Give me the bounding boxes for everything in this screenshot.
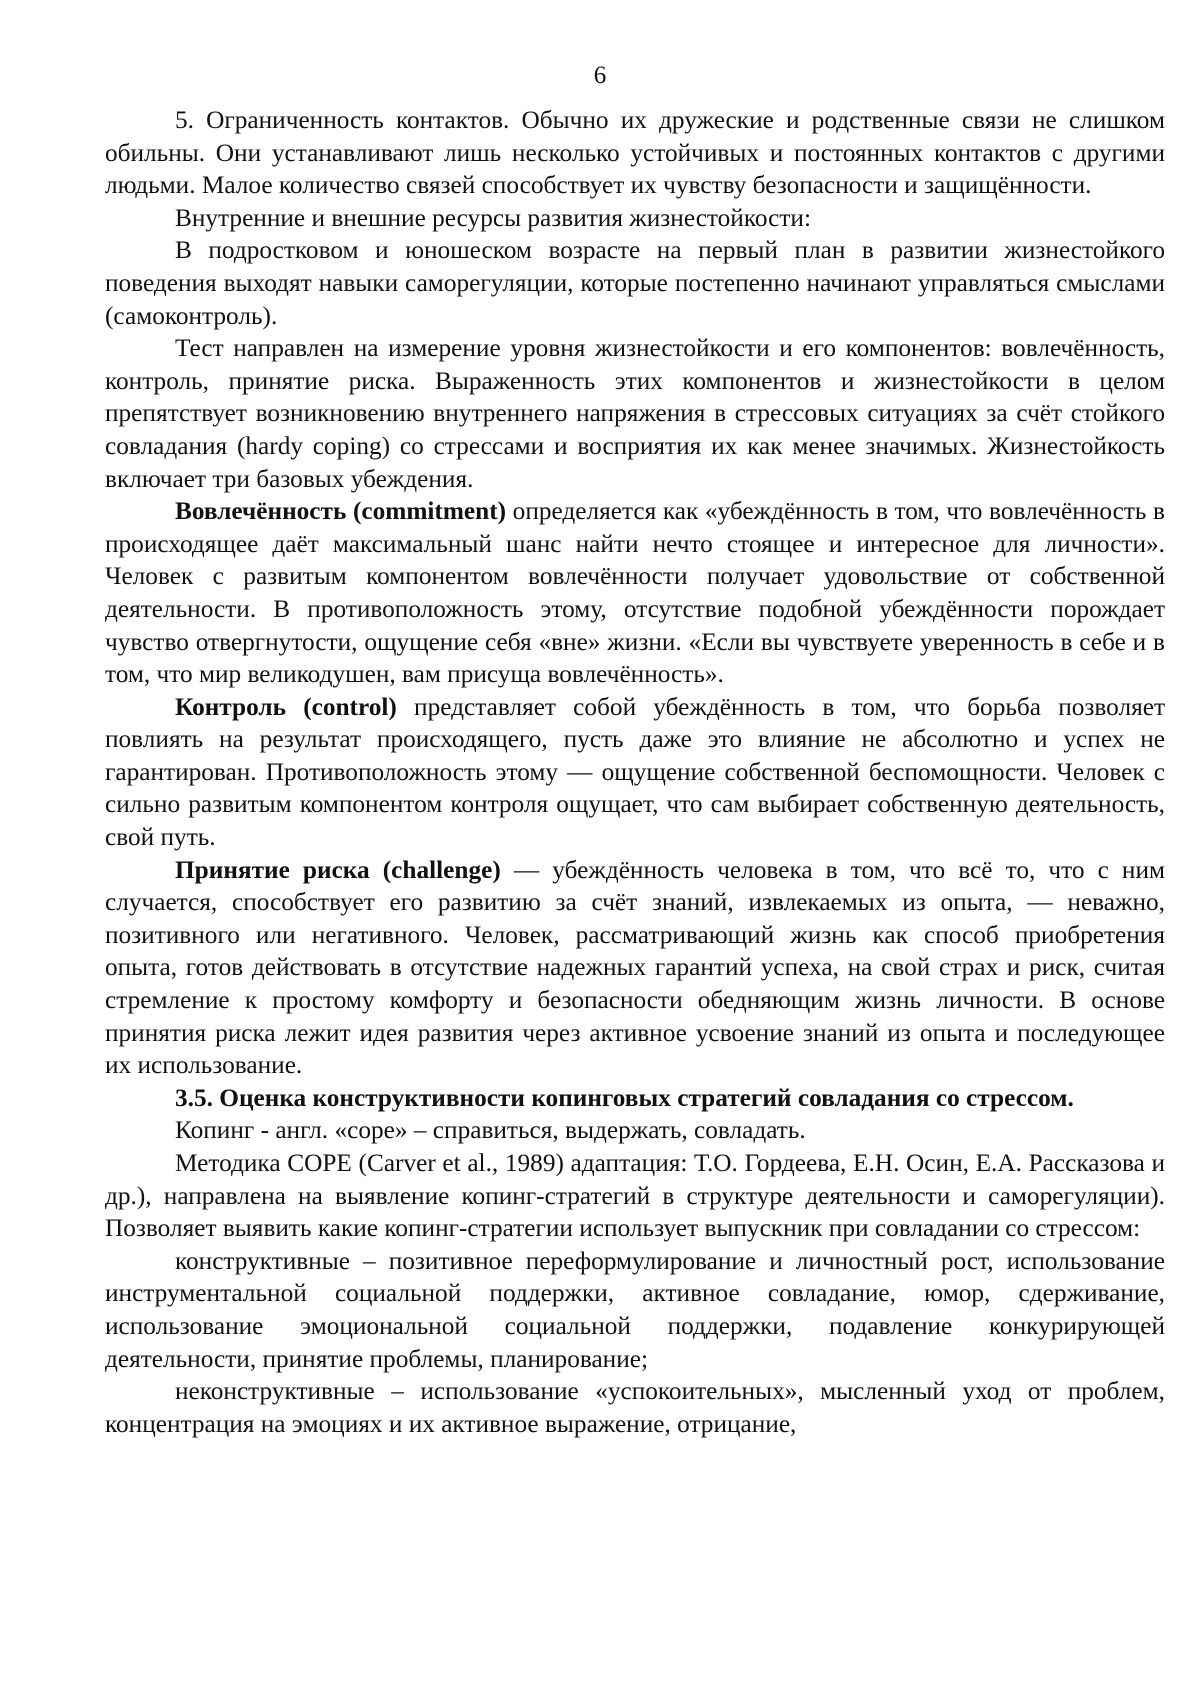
control-text: представляет собой убеждённость в том, что борьба позволяет повлиять на результат происходящего, пусть даже это влияние не абсолютно и успех не гарантирован. Противоположность этому — ощущение собственной беспомощности. Человек с сильно развитым компонентом контроля ощущает, что сам выбирает собственную деятельность, свой путь.	[105, 692, 1165, 852]
paragraph-coping-definition: Копинг - англ. «cope» – справиться, выдержать, совладать.	[175, 1116, 806, 1145]
document-body	[105, 104, 1165, 1440]
paragraph-constructive: конструктивные – позитивное переформулирование и личностный рост, использование инструментальной социальной поддержки, активное совладание, юмор, сдерживание, использование эмоциональной социальной поддержки, подавление конкурирующей деятельности, принятие проблемы, планирование;	[105, 1246, 1165, 1373]
paragraph-cope-method: Методика COPE (Carver et al., 1989) адаптация: Т.О. Гордеева, Е.Н. Осин, Е.А. Рассказова и др.), направлена на выявление копинг-стратегий в структуре деятельности и саморегуляции). Позволяет выявить какие копинг-стратегии использует выпускник при совладании со стрессом:	[105, 1149, 1165, 1243]
paragraph-challenge	[105, 854, 1165, 1082]
paragraph-resources-intro: Внутренние и внешние ресурсы развития жизнестойкости:	[175, 203, 811, 232]
section-heading: 3.5. Оценка конструктивности копинговых стратегий совладания со стрессом.	[175, 1083, 1074, 1112]
term-commitment: Вовлечённость (commitment)	[175, 497, 507, 526]
paragraph-limited-contacts: 5. Ограниченность контактов. Обычно их дружеские и родственные связи не слишком обильны. Они устанавливают лишь несколько устойчивых и постоянных контактов с другими людьми. Малое количество связей способствует их чувству безопасности и защищённости.	[105, 106, 1165, 200]
paragraph-control	[105, 691, 1165, 854]
commitment-text: определяется как «убеждённость в том, что вовлечённость в происходящее даёт максимальный шанс найти нечто стоящее и интересное для личности». Человек с развитым компонентом вовлечённости получает удовольствие от собственной деятельности. В противоположность этому, отсутствие подобной убеждённости порождает чувство отвергнутости, ощущение себя «вне» жизни. «Если вы чувствуете уверенность в себе и в том, что мир великодушен, вам присуща вовлечённость».	[105, 497, 1165, 689]
term-challenge: Принятие риска (challenge)	[175, 855, 501, 884]
paragraph-adolescence: В подростковом и юношеском возрасте на первый план в развитии жизнестойкого поведения выходят навыки саморегуляции, которые постепенно начинают управляться смыслами (самоконтроль).	[105, 236, 1165, 330]
paragraph-nonconstructive: неконструктивные – использование «успокоительных», мысленный уход от проблем, концентрация на эмоциях и их активное выражение, отрицание,	[105, 1377, 1165, 1438]
paragraph-test-description: Тест направлен на измерение уровня жизнестойкости и его компонентов: вовлечённость, контроль, принятие риска. Выраженность этих компонентов и жизнестойкости в целом препятствует возникновению внутреннего напряжения в стрессовых ситуациях за счёт стойкого совладания (hardy coping) со стрессами и восприятия их как менее значимых. Жизнестойкость включает три базовых убеждения.	[105, 334, 1165, 493]
paragraph-commitment	[105, 495, 1165, 691]
challenge-text: — убеждённость человека в том, что всё то, что с ним случается, способствует его развитию за счёт знаний, извлекаемых из опыта, — неважно, позитивного или негативного. Человек, рассматривающий жизнь как способ приобретения опыта, готов действовать в отсутствие надежных гарантий успеха, на свой страх и риск, считая стремление к простому комфорту и безопасности обедняющим жизнь личности. В основе принятия риска лежит идея развития через активное усвоение знаний из опыта и последующее их использование.	[105, 855, 1166, 1080]
term-control: Контроль (control)	[175, 692, 397, 721]
page-number: 6	[593, 62, 607, 89]
